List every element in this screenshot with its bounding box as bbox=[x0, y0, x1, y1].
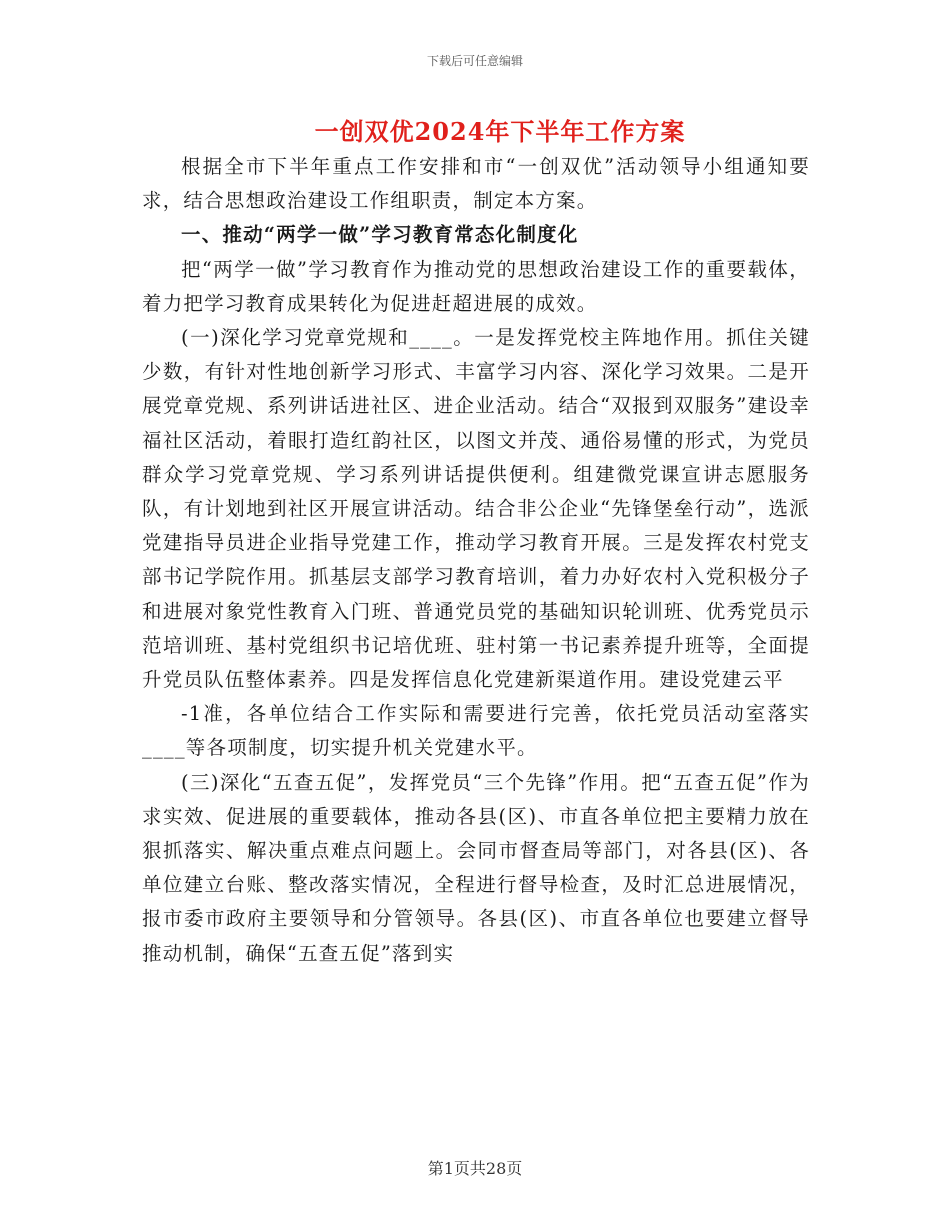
paragraph-item-3: (三)深化“五查五促”，发挥党员“三个先锋”作用。把“五查五促”作为求实效、促进展的重要载体，推动各县(区)、市直各单位把主要精力放在狠抓落实、解决重点难点问题上。会同市督查局等部门，对各县(区)、各单位建立台账、整改落实情况，全程进行督导检查，及时汇总进展情况，报市委市政府主要领导和分管领导。各县(区)、市直各单位也要建立督导推动机制，确保“五查五促”落到实 bbox=[142, 770, 810, 965]
paragraph-item-1: (一)深化学习党章党规和____。一是发挥党校主阵地作用。抓住关键少数，有针对性地创新学习形式、丰富学习内容、深化学习效果。二是开展党章党规、系列讲话进社区、进企业活动。结合“双报到双服务”建设幸福社区活动，着眼打造红韵社区，以图文并茂、通俗易懂的形式，为党员群众学习党章党规、学习系列讲话提供便利。组建微党课宣讲志愿服务队，有计划地到社区开展宣讲活动。结合非公企业“先锋堡垒行动”，选派党建指导员进企业指导党建工作，推动学习教育开展。三是发挥农村党支部书记学院作用。抓基层支部学习教育培训，着力办好农村入党积极分子和进展对象党性教育入门班、普通党员党的基础知识轮训班、优秀党员示范培训班、基村党组织书记培优班、驻村第一书记素养提升班等，全面提升党员队伍整体素养。四是发挥信息化党建新渠道作用。建设党建云平 bbox=[142, 326, 810, 692]
page-footer: 第1页共28页 bbox=[427, 1159, 523, 1178]
paragraph-intro: 根据全市下半年重点工作安排和市“一创双优”活动领导小组通知要求，结合思想政治建设工作组职责，制定本方案。 bbox=[142, 155, 810, 213]
paragraph-continuation: -1准，各单位结合工作实际和需要进行完善，依托党员活动室落实____等各项制度，切实提升机关党建水平。 bbox=[142, 702, 810, 760]
document-body bbox=[142, 150, 810, 971]
paragraph-section-1-intro: 把“两学一做”学习教育作为推动党的思想政治建设工作的重要载体，着力把学习教育成果转化为促进赶超进展的成效。 bbox=[142, 257, 810, 315]
document-title: 一创双优2024年下半年工作方案 bbox=[314, 117, 686, 146]
section-heading-1: 一、推动“两学一做”学习教育常态化制度化 bbox=[181, 223, 579, 247]
header-note: 下载后可任意编辑 bbox=[426, 54, 523, 68]
